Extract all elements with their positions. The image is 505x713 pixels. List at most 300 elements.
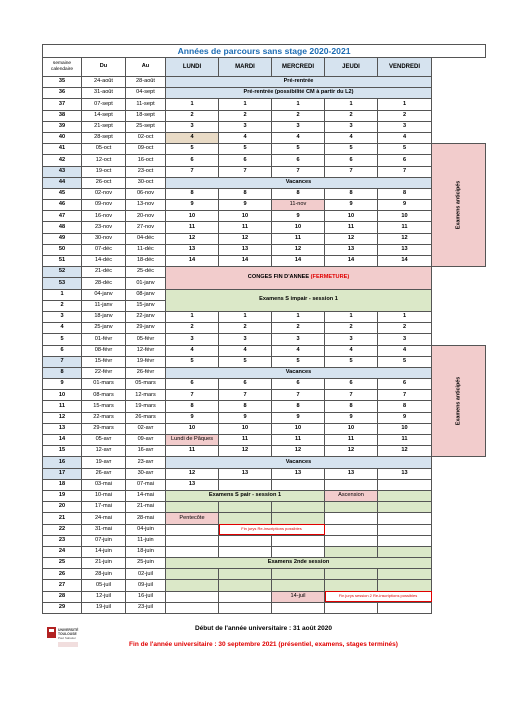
date-from: 22-mars (82, 412, 126, 423)
date-to: 21-mai (126, 502, 166, 513)
holiday-cell: 11-nov (272, 200, 325, 211)
day-cell: 10 (166, 423, 219, 434)
date-from: 18-janv (82, 311, 126, 322)
week-number: 1 (43, 289, 82, 300)
examens-anticipes-band (432, 144, 486, 267)
week-number: 44 (43, 177, 82, 188)
day-cell (378, 524, 432, 535)
day-cell (325, 479, 378, 490)
day-cell: 5 (272, 356, 325, 367)
table-row (43, 580, 486, 591)
date-from: 08-févr (82, 345, 126, 356)
day-cell: 4 (166, 345, 219, 356)
week-number: 7 (43, 356, 82, 367)
day-cell: 8 (166, 188, 219, 199)
day-cell (272, 535, 325, 546)
col-header-jeudi: JEUDI (325, 58, 378, 77)
table-row (43, 121, 486, 132)
day-cell: 7 (166, 390, 219, 401)
week-number: 38 (43, 110, 82, 121)
side-blank (432, 490, 486, 501)
week-number: 52 (43, 267, 82, 278)
exam-cell (378, 569, 432, 580)
side-blank (432, 334, 486, 345)
day-cell: 11 (166, 446, 219, 457)
day-cell: 13 (378, 468, 432, 479)
date-from: 30-nov (82, 233, 126, 244)
date-to: 22-janv (126, 311, 166, 322)
day-cell (219, 602, 272, 613)
day-cell: 6 (166, 155, 219, 166)
date-to: 16-juil (126, 591, 166, 602)
day-cell: 7 (378, 390, 432, 401)
footer (42, 621, 485, 655)
side-blank (432, 524, 486, 535)
logo-line: UNIVERSITÉ (58, 628, 79, 632)
week-number: 53 (43, 278, 82, 289)
day-cell (166, 535, 219, 546)
week-number: 15 (43, 446, 82, 457)
table-row (43, 177, 486, 188)
day-cell: 5 (166, 144, 219, 155)
date-to: 25-déc (126, 267, 166, 278)
exam-cell (219, 502, 272, 513)
side-blank (432, 278, 486, 289)
week-number: 41 (43, 144, 82, 155)
week-number: 37 (43, 99, 82, 110)
side-blank (432, 502, 486, 513)
col-header-mardi: MARDI (219, 58, 272, 77)
side-blank (432, 88, 486, 99)
day-cell: 8 (272, 188, 325, 199)
day-cell: 9 (325, 200, 378, 211)
day-cell (166, 591, 219, 602)
day-cell: 11 (325, 222, 378, 233)
date-to: 09-oct (126, 144, 166, 155)
conges-fin-annee-cell (166, 267, 432, 289)
day-cell: 6 (378, 155, 432, 166)
week-number: 49 (43, 233, 82, 244)
day-cell: 12 (219, 233, 272, 244)
week-number: 29 (43, 602, 82, 613)
day-cell: 11 (378, 435, 432, 446)
week-number: 28 (43, 591, 82, 602)
day-cell: 12 (166, 233, 219, 244)
week-number: 13 (43, 423, 82, 434)
side-blank (432, 546, 486, 557)
day-cell: 1 (378, 311, 432, 322)
week-number: 48 (43, 222, 82, 233)
table-row (43, 211, 486, 222)
day-cell: 10 (166, 211, 219, 222)
day-cell: 9 (219, 200, 272, 211)
day-cell: 5 (166, 356, 219, 367)
day-cell: 11 (378, 222, 432, 233)
day-cell: 3 (219, 121, 272, 132)
day-cell: 9 (166, 412, 219, 423)
day-cell: 12 (378, 446, 432, 457)
day-cell: 9 (272, 211, 325, 222)
date-from: 05-avr (82, 435, 126, 446)
day-cell (219, 535, 272, 546)
date-from: 01-févr (82, 334, 126, 345)
day-cell: 5 (325, 356, 378, 367)
exam-2nde-session-cell: Examens 2nde session (166, 558, 432, 569)
exam-cell (325, 580, 378, 591)
date-from: 12-juil (82, 591, 126, 602)
examens-anticipes-label: Examens anticipés (454, 180, 461, 230)
day-cell (219, 479, 272, 490)
date-from: 07-déc (82, 244, 126, 255)
day-cell: 9 (166, 200, 219, 211)
date-to: 23-juil (126, 602, 166, 613)
date-from: 23-nov (82, 222, 126, 233)
week-number: 25 (43, 558, 82, 569)
day-cell: 4 (219, 132, 272, 143)
side-blank (432, 468, 486, 479)
date-to: 16-oct (126, 155, 166, 166)
table-row (43, 166, 486, 177)
table-row (43, 401, 486, 412)
day-cell: 7 (219, 390, 272, 401)
date-to: 04-déc (126, 233, 166, 244)
fin-jurys-session2-cell: Fin jurys session 2 Re-inscriptions possibles (325, 591, 432, 602)
day-cell: 4 (378, 345, 432, 356)
side-blank (432, 289, 486, 300)
table-row (43, 356, 486, 367)
header-row (43, 58, 486, 77)
day-cell: 8 (325, 188, 378, 199)
date-from: 14-sept (82, 110, 126, 121)
day-cell: 13 (325, 244, 378, 255)
col-header-mercredi: MERCREDI (272, 58, 325, 77)
side-blank (432, 602, 486, 613)
day-cell: 7 (272, 390, 325, 401)
col-header-du: Du (82, 58, 126, 77)
day-cell: 6 (219, 155, 272, 166)
week-number: 17 (43, 468, 82, 479)
date-from: 05-oct (82, 144, 126, 155)
week-number: 10 (43, 390, 82, 401)
date-from: 15-févr (82, 356, 126, 367)
day-cell (325, 524, 378, 535)
day-cell: 6 (325, 379, 378, 390)
exam-cell (378, 580, 432, 591)
day-cell (378, 602, 432, 613)
week-number: 39 (43, 121, 82, 132)
table-row (43, 435, 486, 446)
calendar-sheet (42, 44, 485, 614)
day-cell: 9 (219, 412, 272, 423)
day-cell: 2 (166, 323, 219, 334)
table-row (43, 558, 486, 569)
calendar-table (42, 44, 486, 614)
side-blank (432, 300, 486, 311)
day-cell: 4 (272, 132, 325, 143)
examens-anticipes-label: Examens anticipés (454, 376, 461, 426)
day-cell: 10 (272, 222, 325, 233)
exam-cell (166, 502, 219, 513)
date-from: 03-mai (82, 479, 126, 490)
date-to: 06-nov (126, 188, 166, 199)
date-from: 14-juin (82, 546, 126, 557)
day-cell: 13 (219, 244, 272, 255)
day-cell: 14 (272, 256, 325, 267)
day-cell: 14 (325, 256, 378, 267)
day-cell: 3 (272, 334, 325, 345)
col-header-vendredi: VENDREDI (378, 58, 432, 77)
date-to: 04-sept (126, 88, 166, 99)
week-number: 51 (43, 256, 82, 267)
table-row (43, 77, 486, 88)
week-number: 6 (43, 345, 82, 356)
table-row (43, 490, 486, 501)
day-cell: 11 (325, 435, 378, 446)
date-from: 31-mai (82, 524, 126, 535)
exam-cell (378, 502, 432, 513)
date-from: 14-déc (82, 256, 126, 267)
date-from: 05-juil (82, 580, 126, 591)
week-number: 4 (43, 323, 82, 334)
date-to: 20-nov (126, 211, 166, 222)
day-cell: 5 (219, 356, 272, 367)
exam-cell (272, 502, 325, 513)
day-cell: 10 (325, 423, 378, 434)
day-cell: 12 (166, 468, 219, 479)
date-from: 09-nov (82, 200, 126, 211)
day-cell (166, 602, 219, 613)
side-blank (432, 591, 486, 602)
day-cell (325, 535, 378, 546)
side-blank (432, 580, 486, 591)
week-number: 16 (43, 457, 82, 468)
side-blank (432, 513, 486, 524)
side-blank (432, 110, 486, 121)
day-cell: 2 (378, 110, 432, 121)
date-to: 27-nov (126, 222, 166, 233)
day-cell: 14 (166, 256, 219, 267)
date-to: 08-janv (126, 289, 166, 300)
side-blank (432, 58, 486, 77)
day-cell (272, 479, 325, 490)
date-to: 25-juin (126, 558, 166, 569)
day-cell (272, 546, 325, 557)
day-cell: 1 (166, 311, 219, 322)
day-cell: 10 (272, 423, 325, 434)
day-cell (378, 535, 432, 546)
day-cell: 8 (272, 401, 325, 412)
exam-cell (272, 569, 325, 580)
table-row (43, 569, 486, 580)
date-from: 19-oct (82, 166, 126, 177)
table-row (43, 144, 486, 155)
exam-cell (325, 502, 378, 513)
date-from: 31-août (82, 88, 126, 99)
day-cell: 12 (272, 446, 325, 457)
day-cell: 4 (166, 132, 219, 143)
day-cell (272, 602, 325, 613)
table-row (43, 334, 486, 345)
exam-cell (325, 546, 378, 557)
table-row (43, 468, 486, 479)
day-cell: 5 (378, 144, 432, 155)
day-cell: 2 (378, 323, 432, 334)
date-from: 28-déc (82, 278, 126, 289)
day-cell: 2 (325, 323, 378, 334)
table-row (43, 524, 486, 535)
exam-cell (272, 580, 325, 591)
side-blank (432, 569, 486, 580)
day-cell (378, 479, 432, 490)
week-number: 46 (43, 200, 82, 211)
day-cell: 10 (325, 211, 378, 222)
table-row (43, 188, 486, 199)
table-row (43, 200, 486, 211)
day-cell: 1 (219, 311, 272, 322)
day-cell: 6 (272, 155, 325, 166)
fin-annee-text: Fin de l'année universitaire : 30 septembre 2021 (présentiel, examens, stages terminés) (129, 641, 398, 648)
prerentree-cm-cell: Pré-rentrée (possibilité CM à partir du L2) (166, 88, 432, 99)
date-from: 21-déc (82, 267, 126, 278)
day-cell: 6 (219, 379, 272, 390)
pentecote-cell: Pentecôte (166, 513, 219, 524)
day-cell: 12 (272, 244, 325, 255)
date-from: 12-avr (82, 446, 126, 457)
day-cell: 8 (166, 401, 219, 412)
day-cell: 10 (378, 423, 432, 434)
date-from: 16-nov (82, 211, 126, 222)
table-row (43, 412, 486, 423)
day-cell: 2 (219, 110, 272, 121)
day-cell: 6 (378, 379, 432, 390)
date-to: 05-févr (126, 334, 166, 345)
week-number: 5 (43, 334, 82, 345)
day-cell: 13 (166, 479, 219, 490)
day-cell: 4 (378, 132, 432, 143)
day-cell: 3 (166, 121, 219, 132)
day-cell: 14 (378, 256, 432, 267)
date-to: 13-nov (126, 200, 166, 211)
date-to: 12-févr (126, 345, 166, 356)
day-cell (166, 524, 219, 535)
date-from: 12-oct (82, 155, 126, 166)
date-from: 19-avr (82, 457, 126, 468)
day-cell: 2 (272, 110, 325, 121)
table-row (43, 423, 486, 434)
table-row (43, 513, 486, 524)
table-row (43, 88, 486, 99)
date-from: 01-mars (82, 379, 126, 390)
date-from: 26-avr (82, 468, 126, 479)
date-from: 22-févr (82, 367, 126, 378)
holiday-cell: Lundi de Pâques (166, 435, 219, 446)
table-row (43, 233, 486, 244)
day-cell: 3 (272, 121, 325, 132)
day-cell (219, 591, 272, 602)
week-number: 19 (43, 490, 82, 501)
day-cell: 7 (325, 166, 378, 177)
week-number: 2 (43, 300, 82, 311)
day-cell: 1 (272, 311, 325, 322)
week-number: 35 (43, 77, 82, 88)
exam-s-pair-cell: Examens S pair - session 1 (166, 490, 325, 501)
day-cell: 1 (325, 99, 378, 110)
week-number: 40 (43, 132, 82, 143)
date-to: 30-avr (126, 468, 166, 479)
week-number: 50 (43, 244, 82, 255)
week-number: 20 (43, 502, 82, 513)
day-cell (378, 513, 432, 524)
week-number: 3 (43, 311, 82, 322)
fin-jurys-cell: Fin jurys Re-inscriptions possibles (219, 524, 325, 535)
date-to: 28-mai (126, 513, 166, 524)
date-to: 11-déc (126, 244, 166, 255)
table-row (43, 323, 486, 334)
table-row (43, 110, 486, 121)
date-from: 21-juin (82, 558, 126, 569)
day-cell: 8 (378, 401, 432, 412)
week-number: 9 (43, 379, 82, 390)
examens-anticipes-band (432, 345, 486, 457)
date-from: 17-mai (82, 502, 126, 513)
date-to: 07-mai (126, 479, 166, 490)
week-number: 8 (43, 367, 82, 378)
side-blank (432, 311, 486, 322)
date-from: 04-janv (82, 289, 126, 300)
day-cell: 6 (325, 155, 378, 166)
day-cell: 11 (272, 435, 325, 446)
day-cell: 9 (378, 200, 432, 211)
vacances-cell: Vacances (166, 457, 432, 468)
week-number: 14 (43, 435, 82, 446)
table-row (43, 591, 486, 602)
date-to: 12-mars (126, 390, 166, 401)
date-to: 16-avr (126, 446, 166, 457)
day-cell: 1 (325, 311, 378, 322)
table-row (43, 390, 486, 401)
debut-annee-text: Début de l'année universitaire : 31 août 2020 (194, 625, 332, 632)
day-cell: 4 (325, 345, 378, 356)
page-title: Années de parcours sans stage 2020-2021 (43, 45, 486, 58)
exam-cell (378, 490, 432, 501)
conges-label: CONGES FIN D'ANNEE (247, 274, 311, 281)
day-cell: 10 (378, 211, 432, 222)
side-blank (432, 99, 486, 110)
day-cell: 11 (219, 435, 272, 446)
week-number: 27 (43, 580, 82, 591)
date-to: 19-févr (126, 356, 166, 367)
date-from: 10-mai (82, 490, 126, 501)
side-blank (432, 457, 486, 468)
day-cell: 7 (378, 166, 432, 177)
day-cell: 9 (325, 412, 378, 423)
date-to: 05-mars (126, 379, 166, 390)
week-number: 24 (43, 546, 82, 557)
exam-cell (219, 569, 272, 580)
date-from: 24-août (82, 77, 126, 88)
day-cell: 11 (272, 233, 325, 244)
exam-cell (272, 513, 325, 524)
day-cell: 7 (219, 166, 272, 177)
day-cell: 6 (166, 379, 219, 390)
week-number: 12 (43, 412, 82, 423)
day-cell: 5 (325, 144, 378, 155)
day-cell: 11 (219, 222, 272, 233)
table-row (43, 546, 486, 557)
week-number: 45 (43, 188, 82, 199)
date-to: 19-mars (126, 401, 166, 412)
date-to: 30-oct (126, 177, 166, 188)
